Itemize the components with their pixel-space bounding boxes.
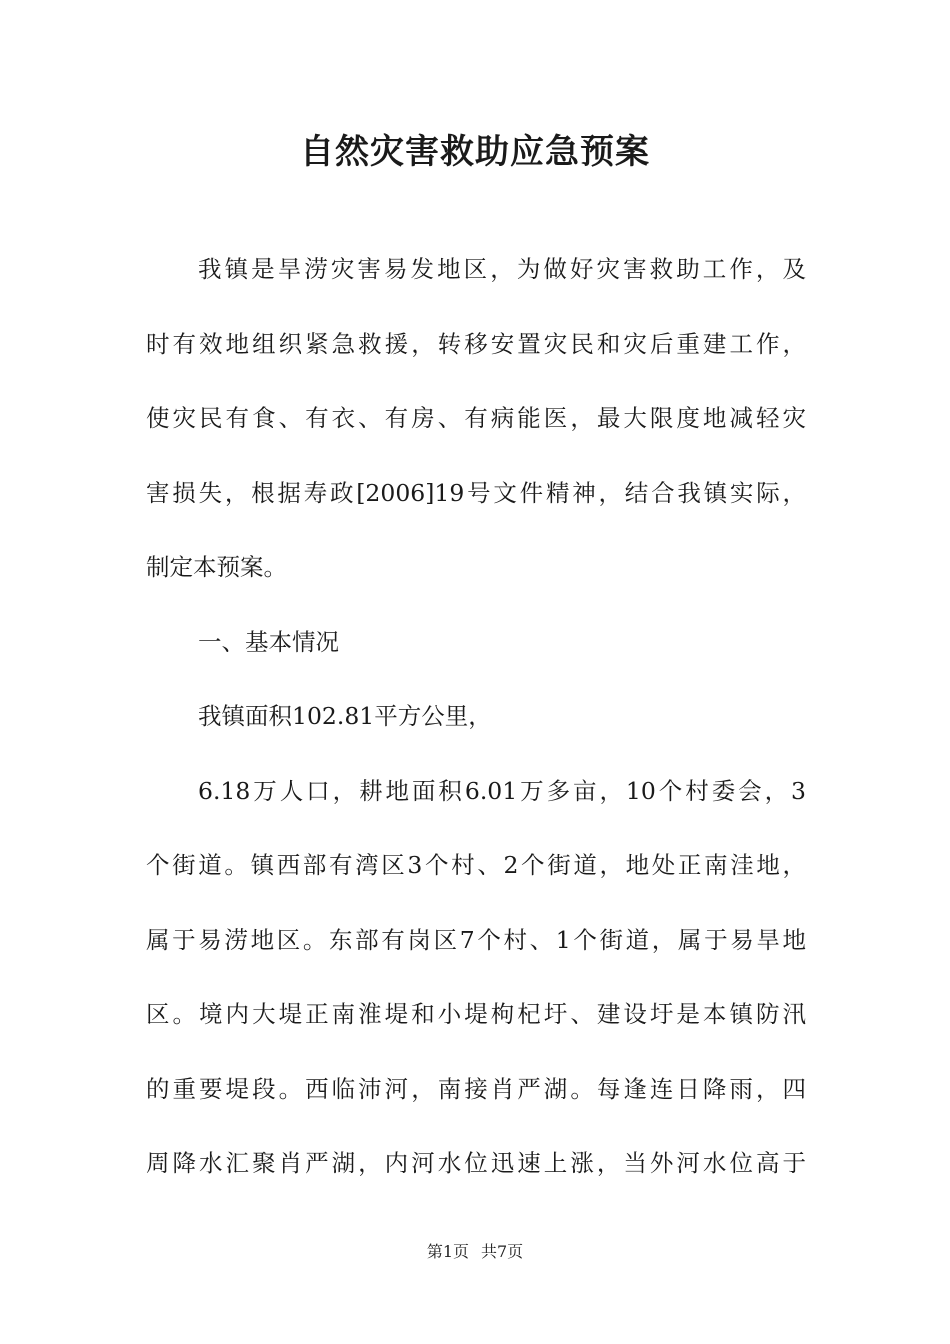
paragraph-line: 使灾民有食、有衣、有房、有病能医，最大限度地减轻灾 [146,404,806,432]
paragraph-line: 制定本预案。 [146,553,287,581]
document-title: 自然灾害救助应急预案 [300,132,650,172]
paragraph-line: 我镇面积102.81平方公里， [198,702,492,730]
page-footer [0,1240,950,1264]
paragraph-line: 时有效地组织紧急救援，转移安置灾民和灾后重建工作， [146,329,806,358]
paragraph-line: 区。境内大堤正南淮堤和小堤枸杞圩、建设圩是本镇防汛 [146,1000,806,1028]
page-number-current: 第1页 [426,1242,469,1261]
paragraph-line: 个街道。镇西部有湾区3个村、2个街道，地处正南洼地， [146,851,806,879]
paragraph-line: 周降水汇聚肖严湖，内河水位迅速上涨，当外河水位高于 [146,1149,806,1177]
paragraph-line: 6.18万人口，耕地面积6.01万多亩，10个村委会，3 [198,776,806,805]
document-body [146,242,806,1211]
section-heading: 一、基本情况 [198,627,339,656]
paragraph-line: 我镇是旱涝灾害易发地区，为做好灾害救助工作，及 [198,255,806,283]
paragraph-line: 的重要堤段。西临沛河，南接肖严湖。每逢连日降雨，四 [146,1074,806,1103]
paragraph-line: 属于易涝地区。东部有岗区7个村、1个街道，属于易旱地 [146,925,806,954]
paragraph-line: 害损失，根据寿政[2006]19号文件精神，结合我镇实际， [146,478,806,507]
page-number-total: 共7页 [481,1242,524,1261]
